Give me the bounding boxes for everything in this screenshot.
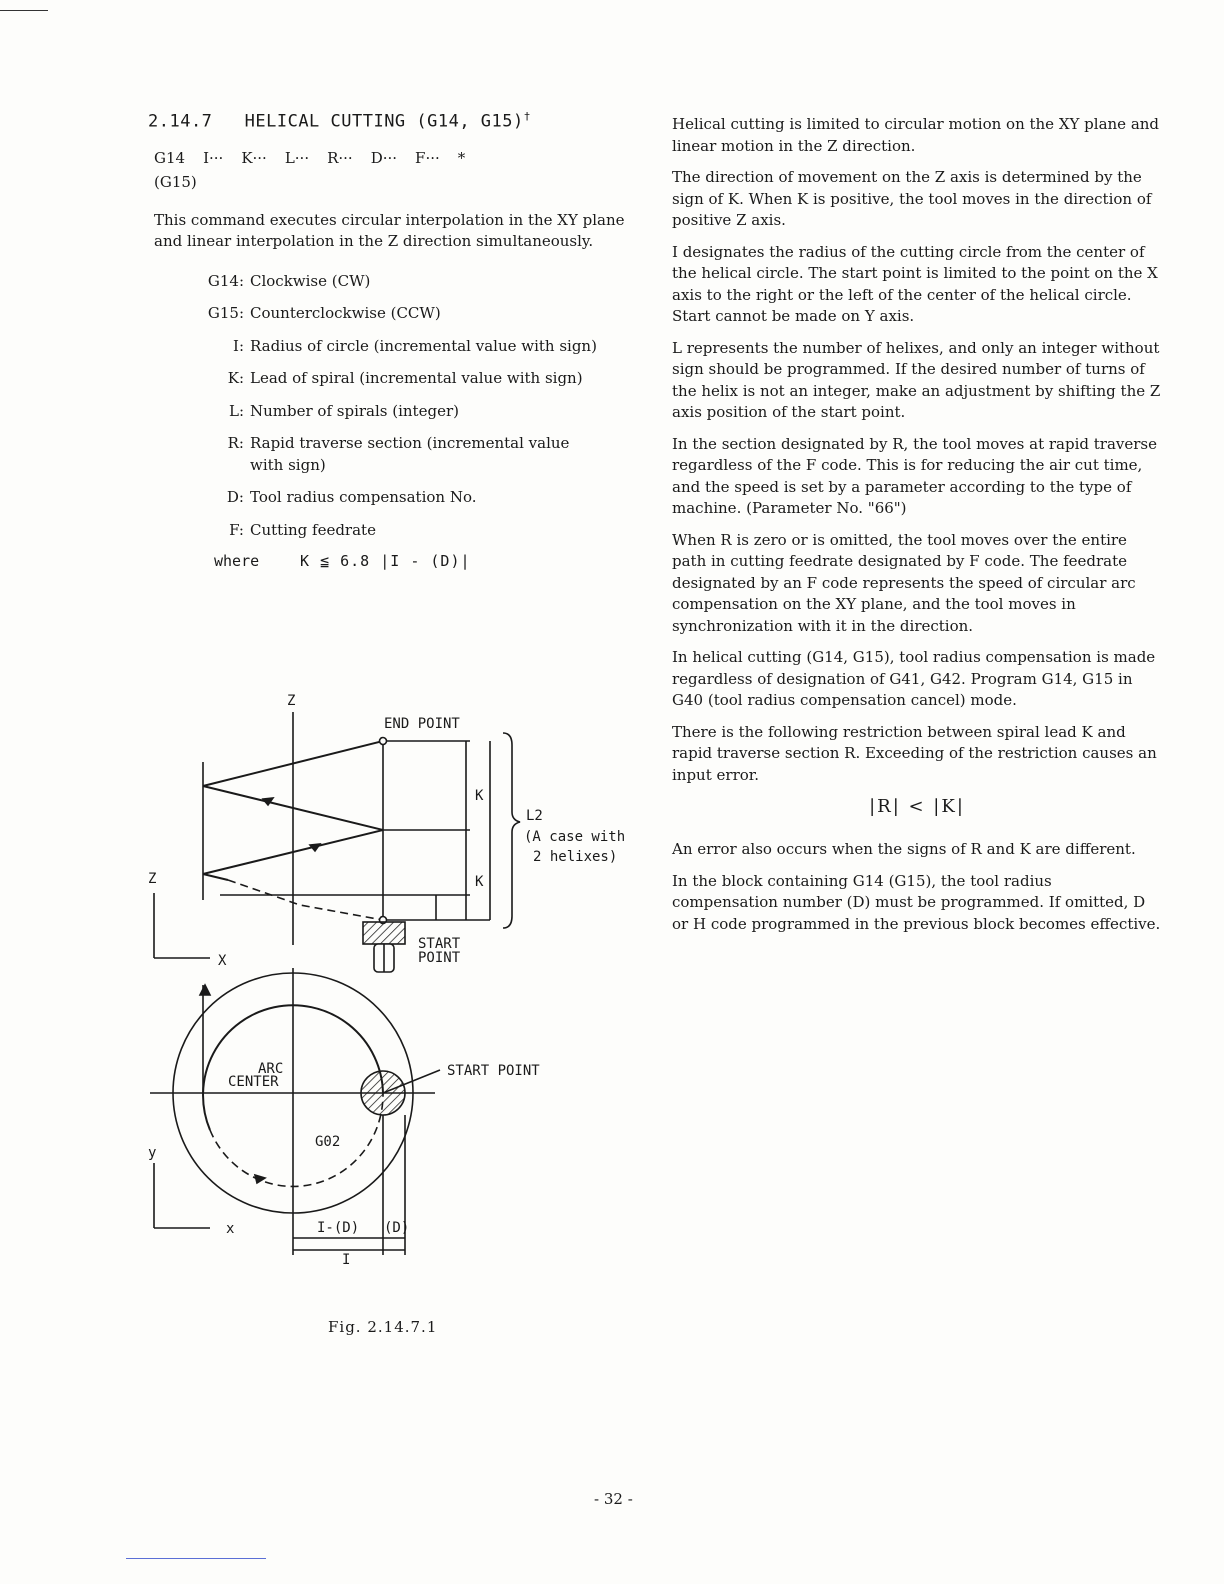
definition-item: G14: Clockwise (CW) — [207, 271, 371, 290]
axes-z-label: Z — [148, 871, 157, 887]
g02-label: G02 — [315, 1134, 341, 1150]
body-paragraph: In the block containing G14 (G15), the tool radius compensation number (D) must be programmed. If omitted, D or H code programmed in the previous block becomes effective. — [672, 871, 1161, 933]
syntax-line-1 — [154, 146, 634, 170]
syntax-token: L··· — [284, 148, 310, 167]
syntax-line-2: (G15) — [154, 172, 197, 191]
dim-i: I — [342, 1252, 351, 1268]
body-paragraph: In helical cutting (G14, G15), tool radius compensation is made regardless of designation of G41, G42. Program G14, G15 in G40 (tool radius compensation cancel) mode. — [672, 648, 1156, 709]
syntax-token: K··· — [241, 148, 267, 167]
figure-caption: Fig. 2.14.7.1 — [328, 1318, 438, 1336]
k-upper-label: K — [475, 788, 484, 804]
tool-holder — [363, 922, 405, 944]
syntax-token: I··· — [203, 148, 224, 167]
start-point-label-1: START — [418, 936, 461, 952]
dim-d: (D) — [384, 1220, 410, 1236]
definition-item: R: Rapid traverse section (incremental value with sign) — [227, 434, 570, 474]
definition-item: I: Radius of circle (incremental value with sign) — [233, 336, 597, 355]
direction-arrow — [263, 798, 273, 805]
tool-body — [374, 944, 394, 972]
direction-arrow — [255, 1175, 265, 1183]
left-column — [148, 110, 634, 571]
axes-x-label: X — [218, 953, 227, 969]
body-paragraph: I designates the radius of the cutting circle from the center of the helical circle. The start point is limited to the point on the X axis to the right or the left of the center of the helical circle. Start cannot be made on Y axis. — [672, 242, 1158, 325]
l2-note-line1: (A case with — [524, 829, 626, 845]
arc-center-label-1: ARC — [258, 1061, 284, 1077]
k-lower-label: K — [475, 874, 484, 890]
syntax-token: G14 — [154, 148, 186, 167]
l2-brace — [503, 733, 520, 928]
dim-i-minus-d: I-(D) — [317, 1220, 360, 1236]
body-paragraph: An error also occurs when the signs of R and K are different. — [672, 840, 1136, 858]
condition-value: K ≦ 6.8 |I - (D)| — [300, 552, 471, 571]
body-paragraph: When R is zero or is omitted, the tool moves over the entire path in cutting feedrate designated by F code. The feedrate designated by an F code represents the speed of circular arc compensation on the XY plane, and the tool moves in synchronization with it in the direction. — [672, 530, 1136, 635]
command-syntax — [154, 146, 634, 194]
definition-list — [154, 271, 634, 542]
start-point-label-2: POINT — [418, 950, 461, 966]
l2-note-line2: 2 helixes) — [533, 849, 618, 865]
bottom-rule — [126, 1558, 266, 1559]
l2-label: L2 — [526, 808, 543, 824]
syntax-token: R··· — [327, 148, 353, 167]
definition-item: F: Cutting feedrate — [229, 520, 376, 539]
body-paragraph: In the section designated by R, the tool moves at rapid traverse regardless of the F code. This is for reducing the air cut time, and the speed is set by a parameter according to the type of machine. (Parameter No. "66") — [672, 434, 1157, 517]
top-rule — [0, 10, 48, 11]
body-paragraph: The direction of movement on the Z axis is determined by the sign of K. When K is positive, the tool moves in the direction of positive Z axis. — [672, 168, 1152, 229]
footnote-mark: † — [523, 110, 531, 123]
axes-x-plan-label: x — [226, 1221, 235, 1237]
outer-circle — [173, 973, 413, 1213]
definition-item: L: Number of spirals (integer) — [228, 401, 459, 420]
section-title: HELICAL CUTTING (G14, G15) — [244, 111, 524, 132]
right-column — [672, 114, 1162, 945]
direction-arrow — [310, 844, 320, 851]
restriction-formula: |R| < |K| — [869, 796, 965, 817]
body-paragraph: L represents the number of helixes, and only an integer without sign should be programmed. If the desired number of turns of the helix is not an integer, make an adjustment by shifting the Z axis position of the start point. — [672, 338, 1161, 421]
section-heading — [148, 110, 634, 132]
helix-path — [203, 741, 383, 880]
page-number: - 32 - — [594, 1490, 633, 1508]
arc-center-label-2: CENTER — [228, 1074, 279, 1090]
body-paragraph: Helical cutting is limited to circular motion on the XY plane and linear motion in the Z direction. — [672, 115, 1160, 155]
k-condition — [154, 552, 634, 570]
start-point-leader — [383, 1070, 440, 1093]
tool-section-circle — [361, 1071, 405, 1115]
start-point-marker — [380, 917, 387, 924]
tool-path-arc — [203, 1005, 383, 1130]
definition-item: G15: Counterclockwise (CCW) — [207, 304, 441, 323]
rapid-traverse-path — [228, 880, 383, 920]
direction-arrow — [200, 985, 210, 995]
intro-paragraph: This command executes circular interpolation in the XY plane and linear interpolation in the Z direction simultaneously. — [154, 210, 625, 251]
body-paragraph: There is the following restriction between spiral lead K and rapid traverse section R. Exceeding of the restriction causes an input error. — [672, 722, 1157, 784]
plan-start-point-label: START POINT — [447, 1063, 540, 1079]
definition-item: D: Tool radius compensation No. — [226, 488, 477, 507]
definition-item: K: Lead of spiral (incremental value with sign) — [227, 369, 583, 388]
end-point-label: END POINT — [384, 716, 460, 732]
condition-label: where — [214, 552, 260, 571]
syntax-token: D··· — [370, 148, 398, 167]
z-axis-label: Z — [287, 693, 296, 709]
tool-path-dashed — [210, 1093, 383, 1186]
end-point-marker — [380, 738, 387, 745]
axes-y-label: y — [148, 1145, 157, 1161]
syntax-token: * — [457, 148, 466, 167]
syntax-token: F··· — [415, 148, 440, 167]
section-number: 2.14.7 — [148, 111, 213, 132]
